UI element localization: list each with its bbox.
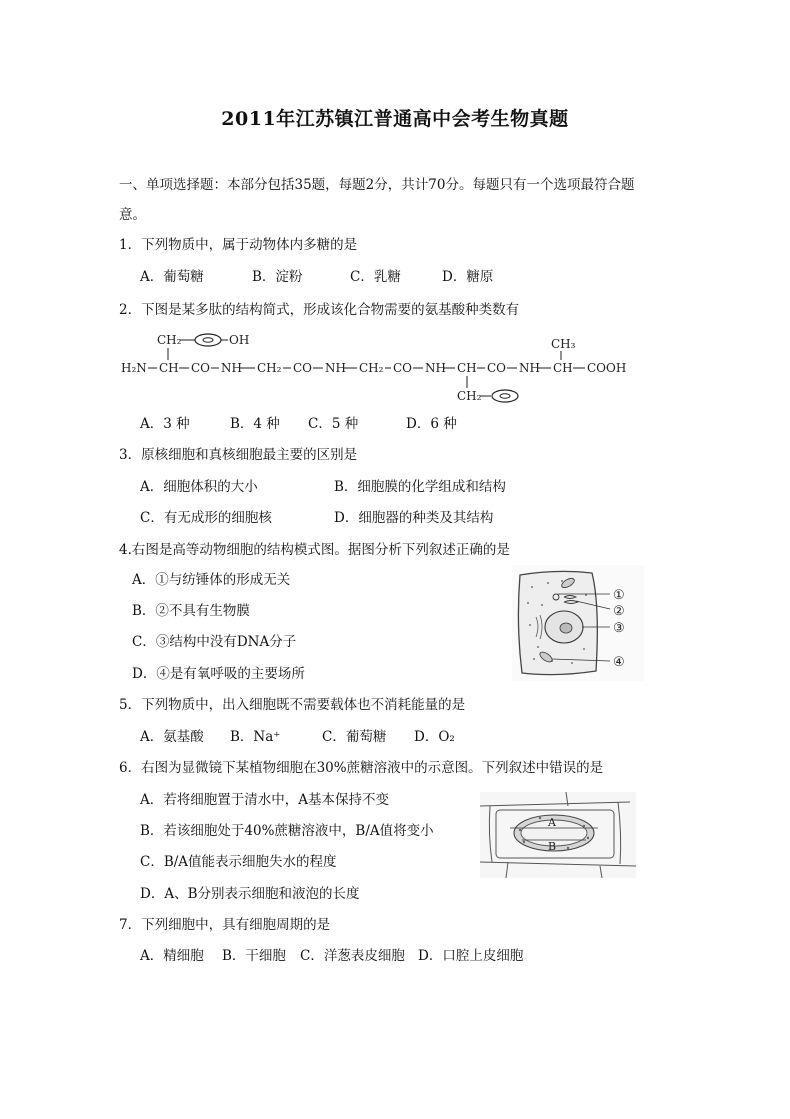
cell-label: ② [613,604,625,619]
page-title: 2011年江苏镇江普通高中会考生物真题 [221,108,569,130]
peptide-group: CO [393,361,413,375]
peptide-side-oh: OH [229,333,250,347]
cell-label: ④ [613,655,625,670]
option: B．②不具有生物膜 [132,603,250,619]
option: B．淀粉 [252,269,303,285]
cell-label: ③ [613,621,625,636]
option: D．A、B分别表示细胞和液泡的长度 [140,886,360,902]
peptide-group: CH [553,361,573,375]
plant-cell-figure [480,792,636,878]
plant-cell-label-a: A [548,816,556,829]
option: B．细胞膜的化学组成和结构 [334,479,506,495]
animal-cell-figure [512,565,644,681]
option: A．细胞体积的大小 [140,479,258,495]
option: D．糖原 [442,269,494,285]
benzene-ring-icon [492,390,518,402]
peptide-structure-figure [115,328,635,410]
peptide-group: H₂N [121,361,147,375]
benzene-ring-icon [195,334,221,346]
peptide-group: CH₂ [359,361,384,375]
benzene-inner-icon [203,338,213,342]
option: B．若该细胞处于40%蔗糖溶液中，B/A值将变小 [140,823,434,839]
option: A．氨基酸 [140,729,204,745]
option: D．口腔上皮细胞 [418,948,524,964]
peptide-group: CH [457,361,477,375]
peptide-group: NH [519,361,540,375]
option: A．葡萄糖 [140,269,204,285]
question-stem: 7．下列细胞中，具有细胞周期的是 [119,917,331,933]
option: D．O₂ [414,729,455,745]
option: B．4 种 [230,416,280,432]
option: C．乳糖 [350,269,401,285]
peptide-group: NH [325,361,346,375]
peptide-group: NH [221,361,242,375]
question-stem: 6．右图为显微镜下某植物细胞在30%蔗糖溶液中的示意图。下列叙述中错误的是 [119,760,604,776]
section-heading-cont: 意。 [119,207,146,223]
option: C．洋葱表皮细胞 [300,948,405,964]
plant-cell-label-b: B [548,840,557,853]
section-heading: 一、单项选择题：本部分包括35题，每题2分，共计70分。每题只有一个选项最符合题 [119,177,635,193]
peptide-group: CO [191,361,211,375]
question-stem: 5．下列物质中，出入细胞既不需要载体也不消耗能量的是 [119,697,466,713]
option: B．Na⁺ [230,729,281,745]
option: D．细胞器的种类及其结构 [334,510,494,526]
option: B．干细胞 [222,948,286,964]
option: C．B/A值能表示细胞失水的程度 [140,854,337,870]
peptide-side-ch2: CH₂ [157,333,182,347]
peptide-group: CH₂ [257,361,282,375]
question-stem: 1．下列物质中，属于动物体内多糖的是 [119,237,358,253]
option: A．若将细胞置于清水中，A基本保持不变 [140,792,389,808]
option: A．精细胞 [140,948,204,964]
option: C．5 种 [308,416,359,432]
peptide-side-ch2-bottom: CH₂ [457,389,482,403]
option: A．①与纺锤体的形成无关 [132,572,291,588]
benzene-inner-icon [500,394,510,398]
question-stem: 2．下图是某多肽的结构简式，形成该化合物需要的氨基酸种类数有 [119,302,520,318]
option: D．6 种 [406,416,457,432]
option: D．④是有氧呼吸的主要场所 [132,666,305,682]
option: A．3 种 [140,416,190,432]
question-stem: 3．原核细胞和真核细胞最主要的区别是 [119,447,358,463]
peptide-side-ch3: CH₃ [551,337,576,351]
option: C．有无成形的细胞核 [140,510,272,526]
peptide-group: CO [293,361,313,375]
peptide-group: NH [425,361,446,375]
cell-label: ① [613,588,625,603]
peptide-group: COOH [587,361,627,375]
peptide-group: CO [487,361,507,375]
peptide-group: CH [159,361,179,375]
option: C．③结构中没有DNA分子 [132,634,297,650]
option: C．葡萄糖 [322,729,387,745]
nucleolus-icon [560,623,572,633]
question-stem: 4.右图是高等动物细胞的结构模式图。据图分析下列叙述正确的是 [119,542,510,558]
